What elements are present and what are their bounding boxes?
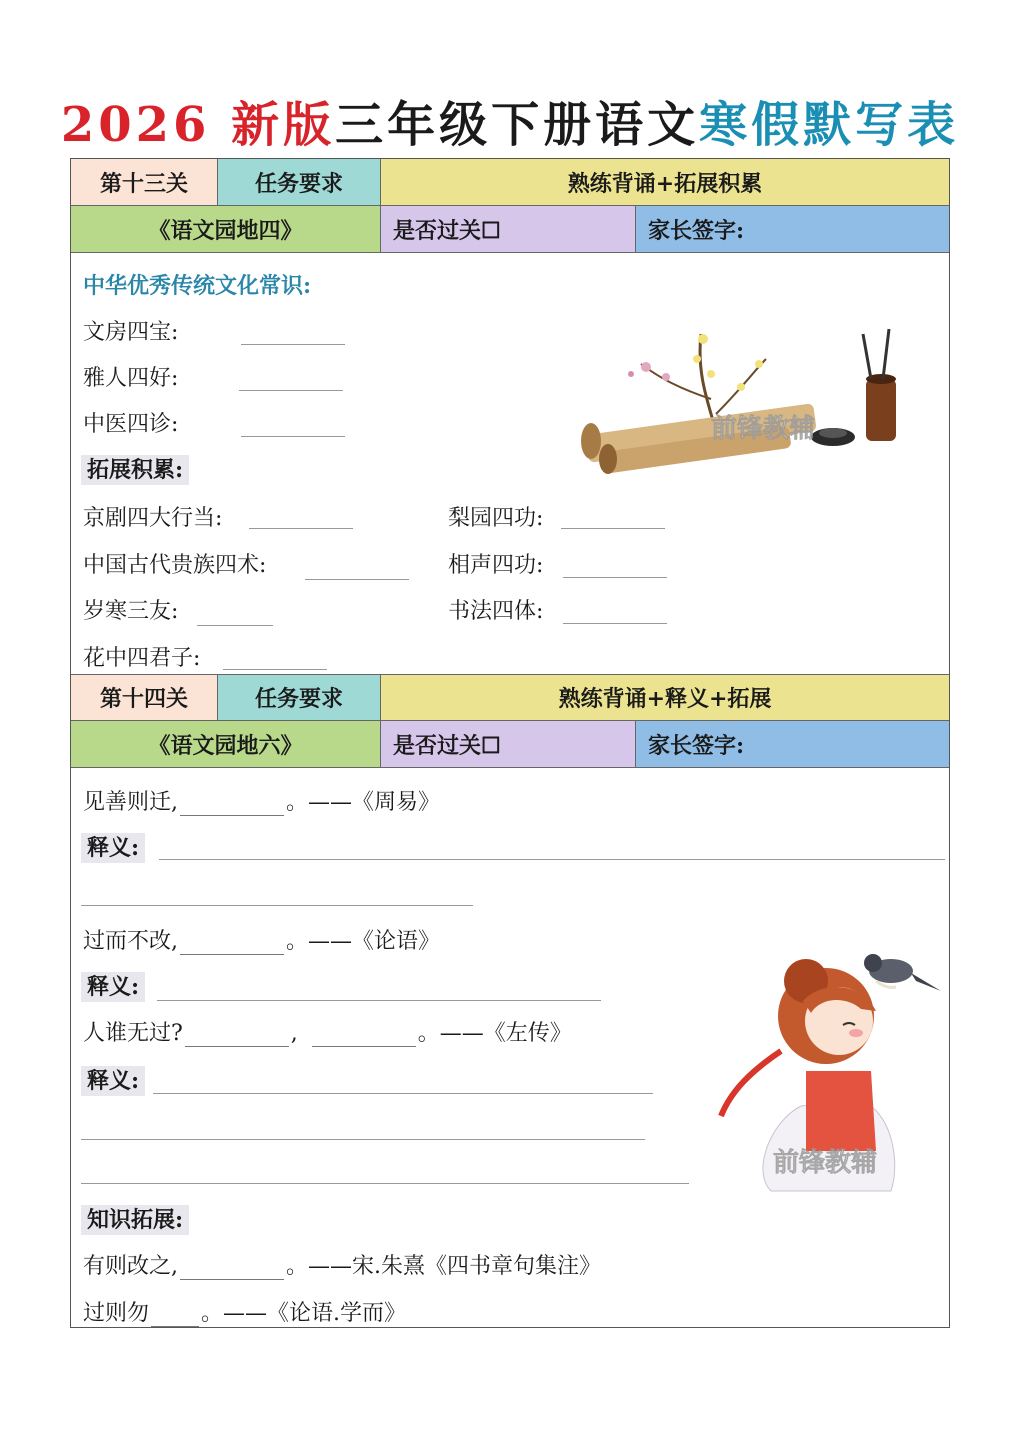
page-title [0, 86, 1020, 155]
answer-blank[interactable] [180, 790, 284, 816]
answer-blank[interactable] [239, 390, 343, 391]
list-item: 中医四诊: [83, 412, 179, 437]
scrolls-brush-illustration [571, 319, 911, 499]
task-requirement: 熟练背诵+释义+拓展 [381, 674, 949, 721]
list-item: 梨园四功: [448, 506, 544, 531]
answer-blank[interactable] [241, 344, 345, 345]
answer-line[interactable] [81, 1139, 645, 1140]
list-item: 书法四体: [448, 599, 544, 624]
meaning-label: 释义: [81, 831, 145, 862]
list-item: 花中四君子: [83, 646, 201, 671]
culture-heading: 中华优秀传统文化常识: [83, 273, 312, 299]
title-year: 2026 [60, 97, 211, 153]
section13-header-row2 [71, 206, 949, 253]
pass-checkbox[interactable]: 是否过关☐ [381, 206, 636, 253]
task-label: 任务要求 [218, 159, 381, 206]
girl-with-bird-illustration [711, 921, 951, 1201]
answer-line[interactable] [159, 859, 945, 860]
level-13-label: 第十三关 [71, 159, 218, 206]
ink-stone-icon [811, 428, 855, 446]
title-edition: 新版 [231, 97, 336, 153]
unit-title: 《语文园地四》 [71, 206, 381, 253]
task-requirement: 熟练背诵+拓展积累 [381, 159, 949, 206]
meaning-label: 释义: [81, 1064, 145, 1095]
answer-blank[interactable] [563, 577, 667, 578]
bird-icon [864, 954, 941, 991]
list-item: 相声四功: [448, 553, 544, 578]
answer-blank[interactable] [223, 669, 327, 670]
answer-blank[interactable] [312, 1021, 416, 1047]
quote-line-2: 过而不改, 。——《论语》 [83, 929, 441, 954]
meaning-label: 释义: [81, 970, 145, 1001]
list-item: 文房四宝: [83, 320, 179, 345]
unit-title: 《语文园地六》 [71, 721, 381, 768]
quote-line-1: 见善则迁, 。——《周易》 [83, 790, 441, 815]
parent-signature[interactable]: 家长签字: [636, 206, 949, 253]
knowledge-label: 知识拓展: [81, 1203, 189, 1234]
watermark: 前锋教辅 [773, 1148, 878, 1178]
answer-blank[interactable] [249, 528, 353, 529]
list-item: 京剧四大行当: [83, 506, 223, 531]
answer-blank[interactable] [241, 436, 345, 437]
answer-line[interactable] [81, 1183, 689, 1184]
watermark: 前锋教辅 [711, 414, 816, 444]
section14-header-row1 [71, 674, 949, 721]
title-type: 寒假默写表 [699, 97, 960, 153]
brush-holder-icon [863, 329, 896, 441]
extend-label: 拓展积累: [81, 453, 189, 484]
answer-blank[interactable] [197, 625, 273, 626]
answer-blank[interactable] [185, 1021, 289, 1047]
answer-line[interactable] [157, 1000, 601, 1001]
title-grade: 三年级下册语文 [335, 97, 700, 153]
knowledge-line-1: 有则改之, 。——宋.朱熹《四书章句集注》 [83, 1254, 601, 1279]
parent-signature[interactable]: 家长签字: [636, 721, 949, 768]
answer-blank[interactable] [563, 623, 667, 624]
answer-line[interactable] [81, 905, 473, 906]
list-item: 岁寒三友: [83, 599, 179, 624]
task-label: 任务要求 [218, 674, 381, 721]
answer-line[interactable] [153, 1093, 653, 1094]
answer-blank[interactable] [305, 579, 409, 580]
level-14-label: 第十四关 [71, 674, 218, 721]
worksheet [70, 158, 950, 1328]
knowledge-line-2: 过则勿 。——《论语.学而》 [83, 1301, 407, 1326]
list-item: 中国古代贵族四术: [83, 553, 267, 578]
list-item: 雅人四好: [83, 366, 179, 391]
answer-blank[interactable] [180, 929, 284, 955]
section13-header-row1 [71, 159, 949, 206]
answer-blank[interactable] [151, 1301, 199, 1327]
quote-line-3: 人谁无过? , 。——《左传》 [83, 1021, 572, 1046]
answer-blank[interactable] [561, 528, 665, 529]
section14-header-row2 [71, 721, 949, 768]
answer-blank[interactable] [180, 1254, 284, 1280]
pass-checkbox[interactable]: 是否过关☐ [381, 721, 636, 768]
